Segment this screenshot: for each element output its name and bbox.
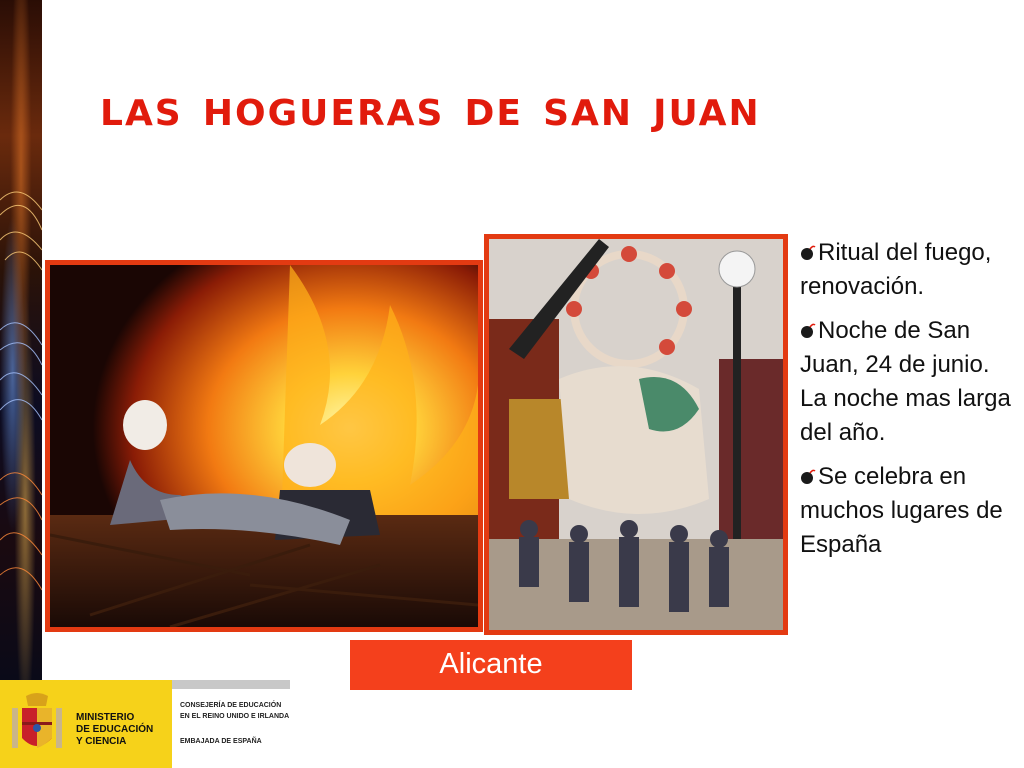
bomb-bullet-icon	[800, 469, 816, 485]
ministry-name: MINISTERIO DE EDUCACIÓN Y CIENCIA	[76, 712, 154, 747]
bonfire-photo	[45, 260, 483, 632]
consejeria-name: CONSEJERÍA DE EDUCACIÓN EN EL REINO UNIDO E IRLANDA	[180, 702, 290, 720]
coat-of-arms-icon	[6, 690, 68, 760]
bomb-bullet-icon	[800, 323, 816, 339]
bullet-list	[800, 236, 1020, 572]
list-item	[800, 460, 1020, 562]
photo-caption: Alicante	[350, 640, 632, 690]
list-item	[800, 236, 1020, 304]
divider	[172, 680, 290, 689]
fallas-monument-photo	[484, 234, 788, 635]
consejeria-logo-background	[172, 680, 290, 768]
bullet-text: Ritual del fuego, renovación.	[800, 239, 992, 300]
list-item	[800, 314, 1020, 450]
slide-title: las hogueras de san juan	[100, 78, 761, 138]
fireworks-decoration	[0, 0, 42, 680]
bullet-text: Noche de San Juan, 24 de junio. La noche mas larga del año.	[800, 317, 1011, 446]
embajada-name: EMBAJADA DE ESPAÑA	[180, 738, 262, 745]
bullet-text: Se celebra en muchos lugares de España	[800, 463, 1003, 558]
bomb-bullet-icon	[800, 245, 816, 261]
